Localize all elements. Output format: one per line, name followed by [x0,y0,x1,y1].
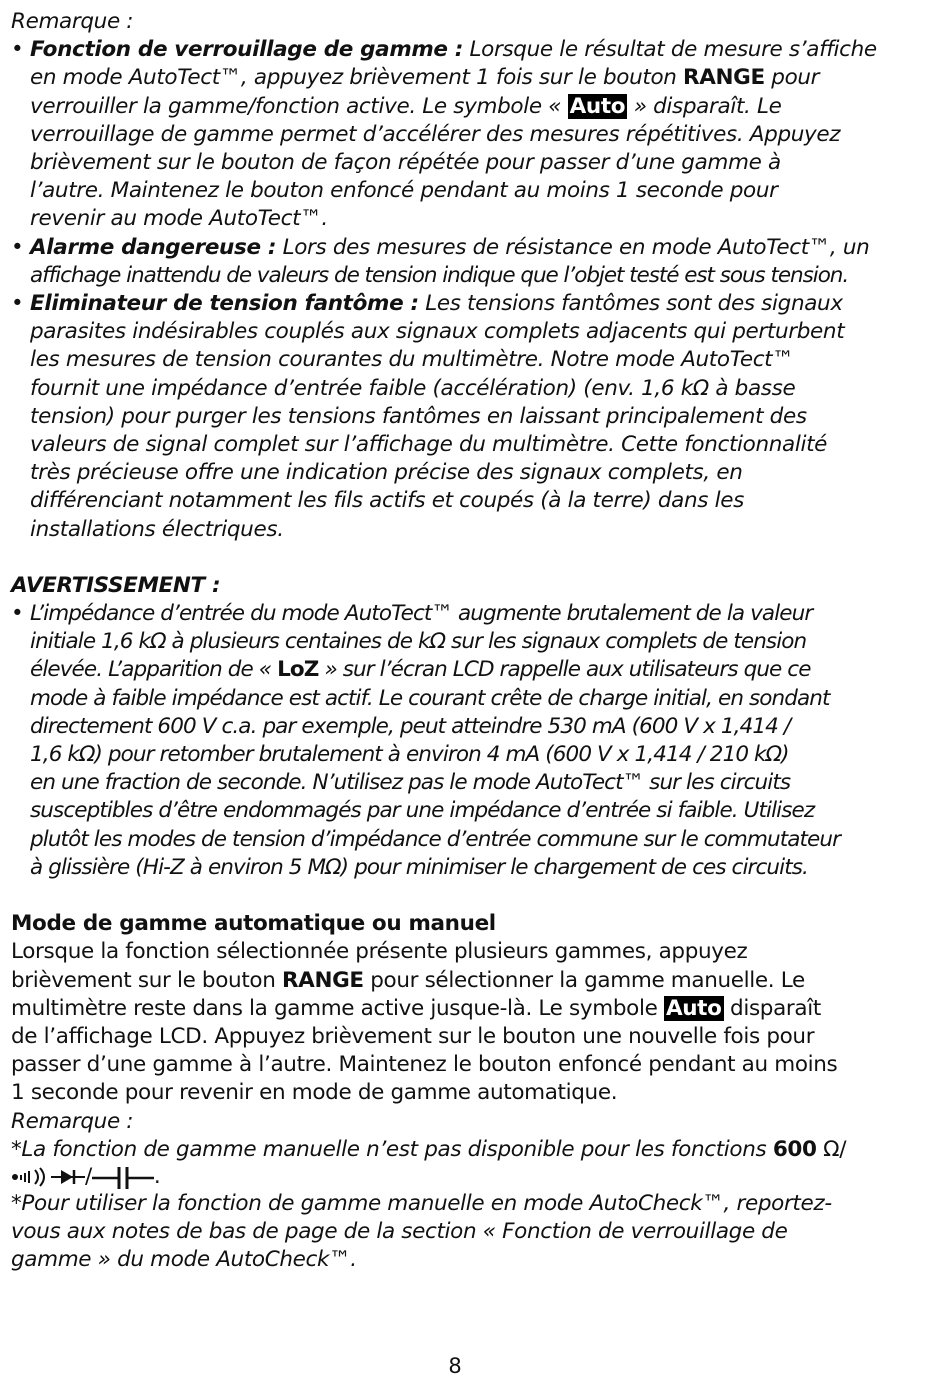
text: » sur l’écran LCD rappelle aux utilisateurs que ce [324,657,811,683]
text: pour [771,65,820,91]
text-line: installations électriques. [30,516,284,542]
text: Les tensions fantômes sont des signaux [425,291,843,317]
text-line [11,967,931,995]
text-line: *Pour utiliser la fonction de gamme manuelle en mode AutoCheck™, reportez- [11,1190,832,1216]
text: multimètre reste dans la gamme active jusque-là. Le symbole [11,995,658,1021]
text-line: de l’affichage LCD. Appuyez brièvement sur le bouton une nouvelle fois pour [11,1023,815,1049]
range-keyword: RANGE [683,65,765,91]
page-number: 8 [448,1354,462,1378]
period: . [153,1163,161,1189]
section-heading: Mode de gamme automatique ou manuel [11,911,496,937]
text-line: vous aux notes de bas de page de la section « Fonction de verrouillage de [11,1219,788,1245]
manual-page [11,8,931,1275]
auto-symbol: Auto [665,995,722,1021]
text: Lors des mesures de résistance en mode AutoTect™, un [282,234,870,260]
text: brièvement sur le bouton [11,967,276,993]
text-line: valeurs de signal complet sur l’affichage du multimètre. Cette fonctionnalité [30,432,828,458]
continuity-icon [11,1167,51,1187]
text-line: tension) pour purger les tensions fantômes en laissant principalement des [30,403,807,429]
text-line: 1 seconde pour revenir en mode de gamme automatique. [11,1080,618,1106]
text-line: gamme » du mode AutoCheck™. [11,1247,357,1273]
bullet-dot: • [11,291,24,317]
text-line: à glissière (Hi-Z à environ 5 MΩ) pour minimiser le chargement de ces circuits. [30,854,808,880]
text-line: l’autre. Maintenez le bouton enfoncé pendant au moins 1 seconde pour [30,178,778,204]
text: en mode AutoTect™, appuyez brièvement 1 fois sur le bouton [30,65,677,91]
text: *La fonction de gamme manuelle n’est pas disponible pour les fonctions [11,1136,767,1162]
range-keyword: RANGE [281,967,364,993]
spacer [11,882,931,910]
bullet-label: Eliminateur de tension fantôme : [30,291,419,317]
symbols-line [11,1164,931,1190]
text-line: verrouillage de gamme permet d’accélérer des mesures répétitives. Appuyez [30,121,841,147]
text-line: Lorsque la fonction sélectionnée présente plusieurs gammes, appuyez [11,939,748,965]
bullet-hazard-alarm [11,234,931,262]
text-line [11,995,931,1023]
bullet-range-lock [11,36,931,64]
text-line: très précieuse offre une indication précise des signaux complets, en [30,460,743,486]
text: verrouiller la gamme/fonction active. Le symbole « [30,93,562,119]
text: élevée. L’apparition de « [30,657,272,683]
text-line: directement 600 V c.a. par exemple, peut atteindre 530 mA (600 V x 1,414 / [30,713,791,739]
text-line: différenciant notamment les fils actifs et coupés (à la terre) dans les [30,488,744,514]
bullet-label: Alarme dangereuse : [30,234,277,260]
text-line [11,656,931,684]
text-line [11,93,931,121]
note-title: Remarque : [11,1108,134,1134]
loz-keyword: LoZ [277,657,319,683]
warning-body [11,600,931,882]
text-line: 1,6 kΩ) pour retomber brutalement à environ 4 mA (600 V x 1,414 / 210 kΩ) [30,742,789,768]
text-line: susceptibles d’être endommagés par une impédance d’entrée si faible. Utilisez [30,798,815,824]
text-line: en une fraction de seconde. N’utilisez pas le mode AutoTect™ sur les circuits [30,770,791,796]
text: 600 [772,1136,817,1162]
text-line [11,1136,931,1164]
text-line: revenir au mode AutoTect™. [30,206,328,232]
text-line [11,64,931,92]
text: L’impédance d’entrée du mode AutoTect™ augmente brutalement de la valeur [30,601,813,627]
bullet-dot: • [11,601,23,627]
text: pour sélectionner la gamme manuelle. Le [370,967,805,993]
bullet-impedance [11,600,931,628]
text-line: les mesures de tension courantes du multimètre. Notre mode AutoTect™ [30,347,794,373]
text: Lorsque le résultat de mesure s’affiche [469,37,877,63]
spacer [11,544,931,572]
text-line: fournit une impédance d’entrée faible (accélération) (env. 1,6 kΩ à basse [30,375,796,401]
ohm-symbol: Ω/ [823,1136,847,1162]
text-line: initiale 1,6 kΩ à plusieurs centaines de kΩ sur les signaux complets de tension [30,629,807,655]
text: disparaît [730,995,821,1021]
bullet-ghost-voltage [11,290,931,318]
warning-title: AVERTISSEMENT : [11,572,221,598]
bullet-dot: • [11,37,24,63]
capacitor-icon [92,1165,154,1189]
diode-icon [51,1167,85,1187]
text: » disparaît. Le [633,93,782,119]
auto-symbol: Auto [569,93,626,119]
note-title: Remarque : [11,9,134,34]
text-line: brièvement sur le bouton de façon répétée pour passer d’une gamme à [30,150,781,176]
text-line: mode à faible impédance est actif. Le courant crête de charge initial, en sondant [30,685,830,711]
bullet-label: Fonction de verrouillage de gamme : [30,37,464,63]
text-line: passer d’une gamme à l’autre. Maintenez le bouton enfoncé pendant au moins [11,1052,838,1078]
text-line: affichage inattendu de valeurs de tension indique que l’objet testé est sous tension. [30,262,849,288]
text-line: parasites indésirables couplés aux signaux complets adjacents qui perturbent [30,319,845,345]
separator: / [85,1163,92,1189]
text-line: plutôt les modes de tension d’impédance d’entrée commune sur le commutateur [30,826,841,852]
bullet-dot: • [11,234,24,260]
